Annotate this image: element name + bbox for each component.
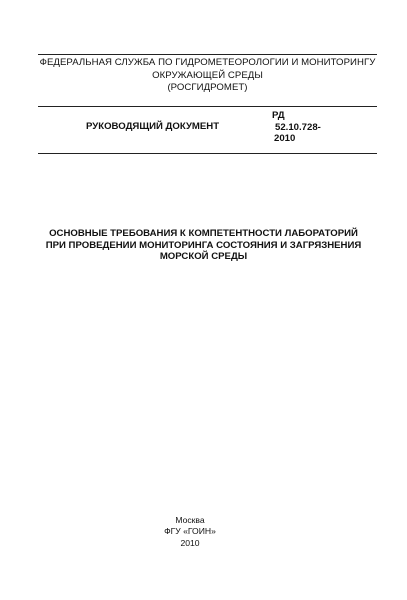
imprint-year: 2010 [180,537,200,548]
agency-line: ОКРУЖАЮЩЕЙ СРЕДЫ [152,69,263,81]
imprint-publisher: ФГУ «ГОИН» [164,526,216,537]
code-divider [38,153,377,154]
imprint-city: Москва [175,515,205,525]
document-code-line: 52.10.728- [275,121,321,133]
agency-line: (РОСГИДРОМЕТ) [167,82,248,93]
title-line: МОРСКОЙ СРЕДЫ [159,251,248,263]
document-code-line: РД [272,110,285,121]
document-type: РУКОВОДЯЩИЙ ДОКУМЕНТ [86,121,220,132]
agency-line: ФЕДЕРАЛЬНАЯ СЛУЖБА ПО ГИДРОМЕТЕОРОЛОГИИ И МОНИТОРИНГУ [39,57,376,68]
imprint [140,515,240,549]
title-line: ПРИ ПРОВЕДЕНИИ МОНИТОРИНГА СОСТОЯНИЯ И ЗАГРЯЗНЕНИЯ [45,239,362,251]
top-divider [38,54,377,55]
document-code-line: 2010 [274,133,296,144]
document-title [30,228,377,263]
document-code [272,110,321,145]
agency-header [38,57,377,95]
header-divider [38,106,377,107]
title-line: ОСНОВНЫЕ ТРЕБОВАНИЯ К КОМПЕТЕНТНОСТИ ЛАБОРАТОРИЙ [49,228,358,239]
